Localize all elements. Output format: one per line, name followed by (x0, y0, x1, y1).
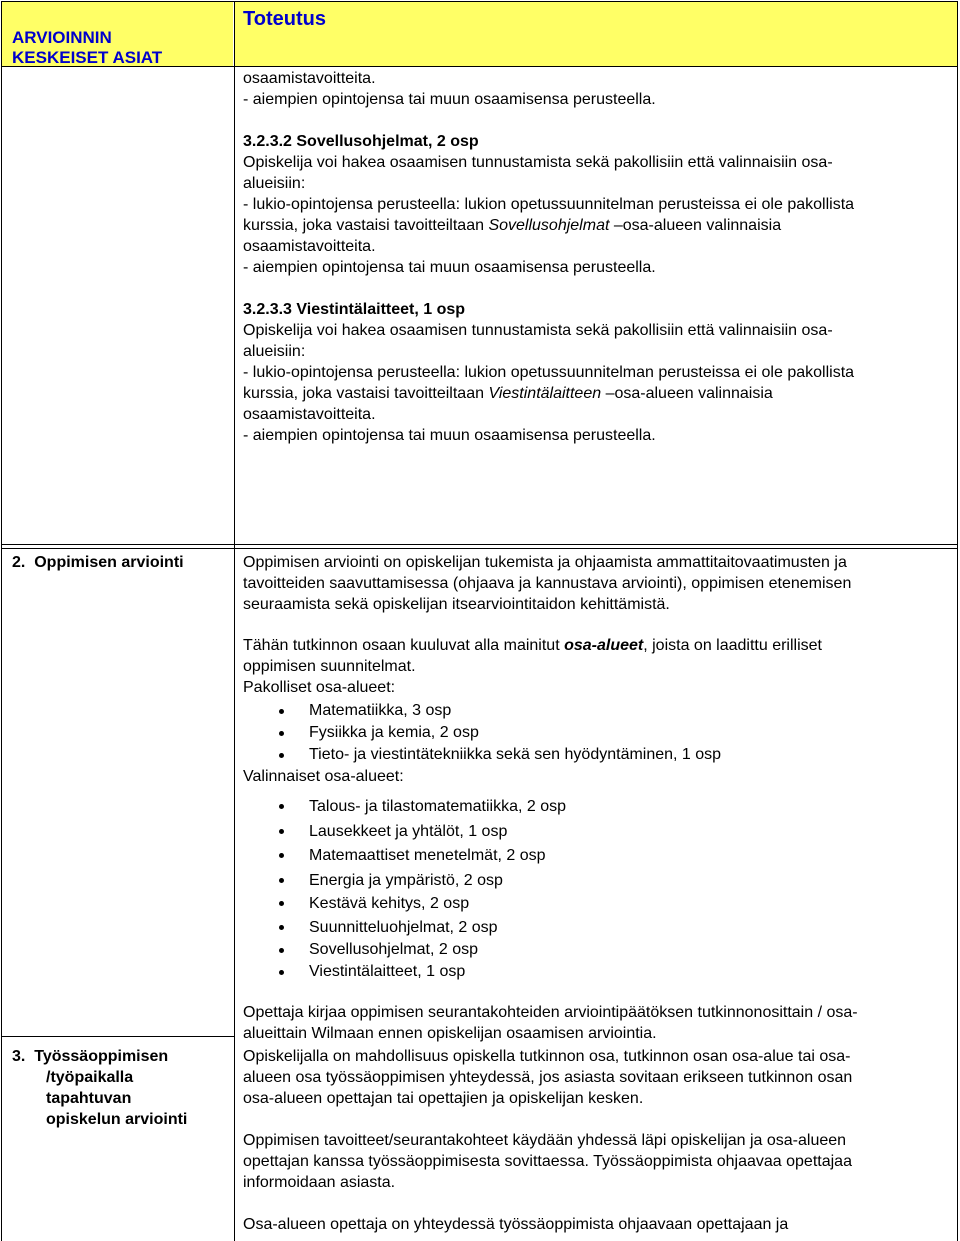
text-line: Osa-alueen opettaja on yhteydessä työssäoppimista ohjaavaan opettajaan ja (243, 1216, 789, 1233)
row3-label-line2: /työpaikalla (46, 1069, 134, 1086)
text-line: seuraamista sekä opiskelijan itsearviointitaidon kehittämistä. (243, 596, 670, 613)
text-span: kurssia, joka vastaisi tavoitteiltaan (243, 385, 489, 402)
row3-label (12, 1046, 187, 1130)
text-line: Opiskelijalla on mahdollisuus opiskella tutkinnon osa, tutkinnon osan osa-alue tai osa- (243, 1048, 851, 1065)
header-right-cell (235, 2, 957, 66)
header-left-line2: KESKEISET ASIAT (12, 48, 163, 67)
text-line: oppimisen suunnitelmat. (243, 658, 416, 675)
row3-label-line4: opiskelun arviointi (46, 1111, 188, 1128)
list-item: Tieto- ja viestintätekniikka sekä sen hyödyntäminen, 1 osp (243, 744, 953, 766)
list-item: Fysiikka ja kemia, 2 osp (243, 722, 953, 744)
list-item: Talous- ja tilastomatematiikka, 2 osp (243, 795, 953, 820)
italic-span: Sovellusohjelmat (488, 217, 614, 234)
header-right-label: Toteutus (243, 8, 326, 30)
list-item: Sovellusohjelmat, 2 osp (243, 939, 953, 961)
text-line: - lukio-opintojensa perusteella: lukion opetussuunnitelman perusteissa ei ole pakollista (243, 364, 855, 381)
row3-number: 3. (12, 1048, 26, 1065)
text-line: alueen osa työssäoppimisen yhteydessä, jos asiasta sovitaan erikseen tutkinnon osan (243, 1069, 853, 1086)
text-line: informoidaan asiasta. (243, 1174, 396, 1191)
header-left-label (12, 28, 162, 68)
text-line: opettajan kanssa työssäoppimisesta sovittaessa. Työssäoppimista ohjaavaa opettajaa (243, 1153, 852, 1170)
text-line: - aiempien opintojensa tai muun osaamisensa perusteella. (243, 259, 656, 276)
mandatory-title: Pakolliset osa-alueet: (243, 679, 396, 696)
row2-label (12, 552, 184, 573)
text-line (243, 215, 953, 236)
section1 (243, 68, 953, 446)
text-span: Tähän tutkinnon osaan kuuluvat alla mainitut (243, 637, 565, 654)
text-line: alueittain Wilmaan ennen opiskelijan osaamisen arviointia. (243, 1025, 657, 1042)
list-item: Kestävä kehitys, 2 osp (243, 892, 953, 916)
text-line: osaamistavoitteita. (243, 238, 376, 255)
text-line (243, 635, 953, 656)
header-left-line1: ARVIOINNIN (12, 28, 112, 47)
list-item: Viestintälaitteet, 1 osp (243, 961, 953, 983)
text-span: –osa-alueen valinnaisia (613, 217, 782, 234)
italic-span: Viestintälaitteen (488, 385, 606, 402)
text-line: osa-alueen opettajan tai opettajien ja opiskelijan kesken. (243, 1090, 644, 1107)
text-line: tavoitteiden saavuttamisessa (ohjaava ja kannustava arviointi), oppimisen etenemisen (243, 575, 852, 592)
row2-content (243, 552, 953, 983)
text-line: alueisiin: (243, 343, 306, 360)
row3-content (243, 1046, 953, 1235)
text-line: - aiempien opintojensa tai muun osaamisensa perusteella. (243, 91, 656, 108)
text-span: –osa-alueen valinnaisia (605, 385, 773, 402)
text-line: Oppimisen arviointi on opiskelijan tukemista ja ohjaamista ammattitaitovaatimusten ja (243, 554, 847, 571)
list-item: Matemaattiset menetelmät, 2 osp (243, 844, 953, 869)
text-line: - lukio-opintojensa perusteella: lukion opetussuunnitelman perusteissa ei ole pakollista (243, 196, 855, 213)
text-line: osaamistavoitteita. (243, 70, 376, 87)
subsection-title-sovellusohjelmat: 3.2.3.2 Sovellusohjelmat, 2 osp (243, 133, 479, 150)
row3-label-line1 (12, 1046, 187, 1067)
text-line: Oppimisen tavoitteet/seurantakohteet käydään yhdessä läpi opiskelijan ja osa-alueen (243, 1132, 847, 1149)
text-line (243, 383, 953, 404)
text-line: Opiskelija voi hakea osaamisen tunnustamista sekä pakollisiin että valinnaisiin osa- (243, 322, 833, 339)
text-line: alueisiin: (243, 175, 306, 192)
list-item: Lausekkeet ja yhtälöt, 1 osp (243, 820, 953, 845)
row2-title: Oppimisen arviointi (34, 554, 184, 571)
list-item: Suunnitteluohjelmat, 2 osp (243, 916, 953, 939)
optional-title: Valinnaiset osa-alueet: (243, 768, 404, 785)
list-item: Matematiikka, 3 osp (243, 700, 953, 722)
text-line: osaamistavoitteita. (243, 406, 376, 423)
optional-list (243, 795, 953, 983)
row3-label-line3: tapahtuvan (46, 1090, 132, 1107)
row2-closing (243, 1002, 953, 1044)
text-line: Opiskelija voi hakea osaamisen tunnustamista sekä pakollisiin että valinnaisiin osa- (243, 154, 833, 171)
text-line: Opettaja kirjaa oppimisen seurantakohteiden arviointipäätöksen tutkinnonosittain / osa- (243, 1004, 858, 1021)
text-line: - aiempien opintojensa tai muun osaamisensa perusteella. (243, 427, 656, 444)
row2-number: 2. (12, 554, 26, 571)
row3-title: Työssäoppimisen (34, 1048, 169, 1065)
subsection-title-viestintalaitteet: 3.2.3.3 Viestintälaitteet, 1 osp (243, 301, 466, 318)
list-item: Energia ja ympäristö, 2 osp (243, 869, 953, 893)
bold-italic-span: osa-alueet (564, 637, 644, 654)
text-span: , joista on laadittu erilliset (643, 637, 822, 654)
mandatory-list (243, 700, 953, 766)
text-span: kurssia, joka vastaisi tavoitteiltaan (243, 217, 489, 234)
